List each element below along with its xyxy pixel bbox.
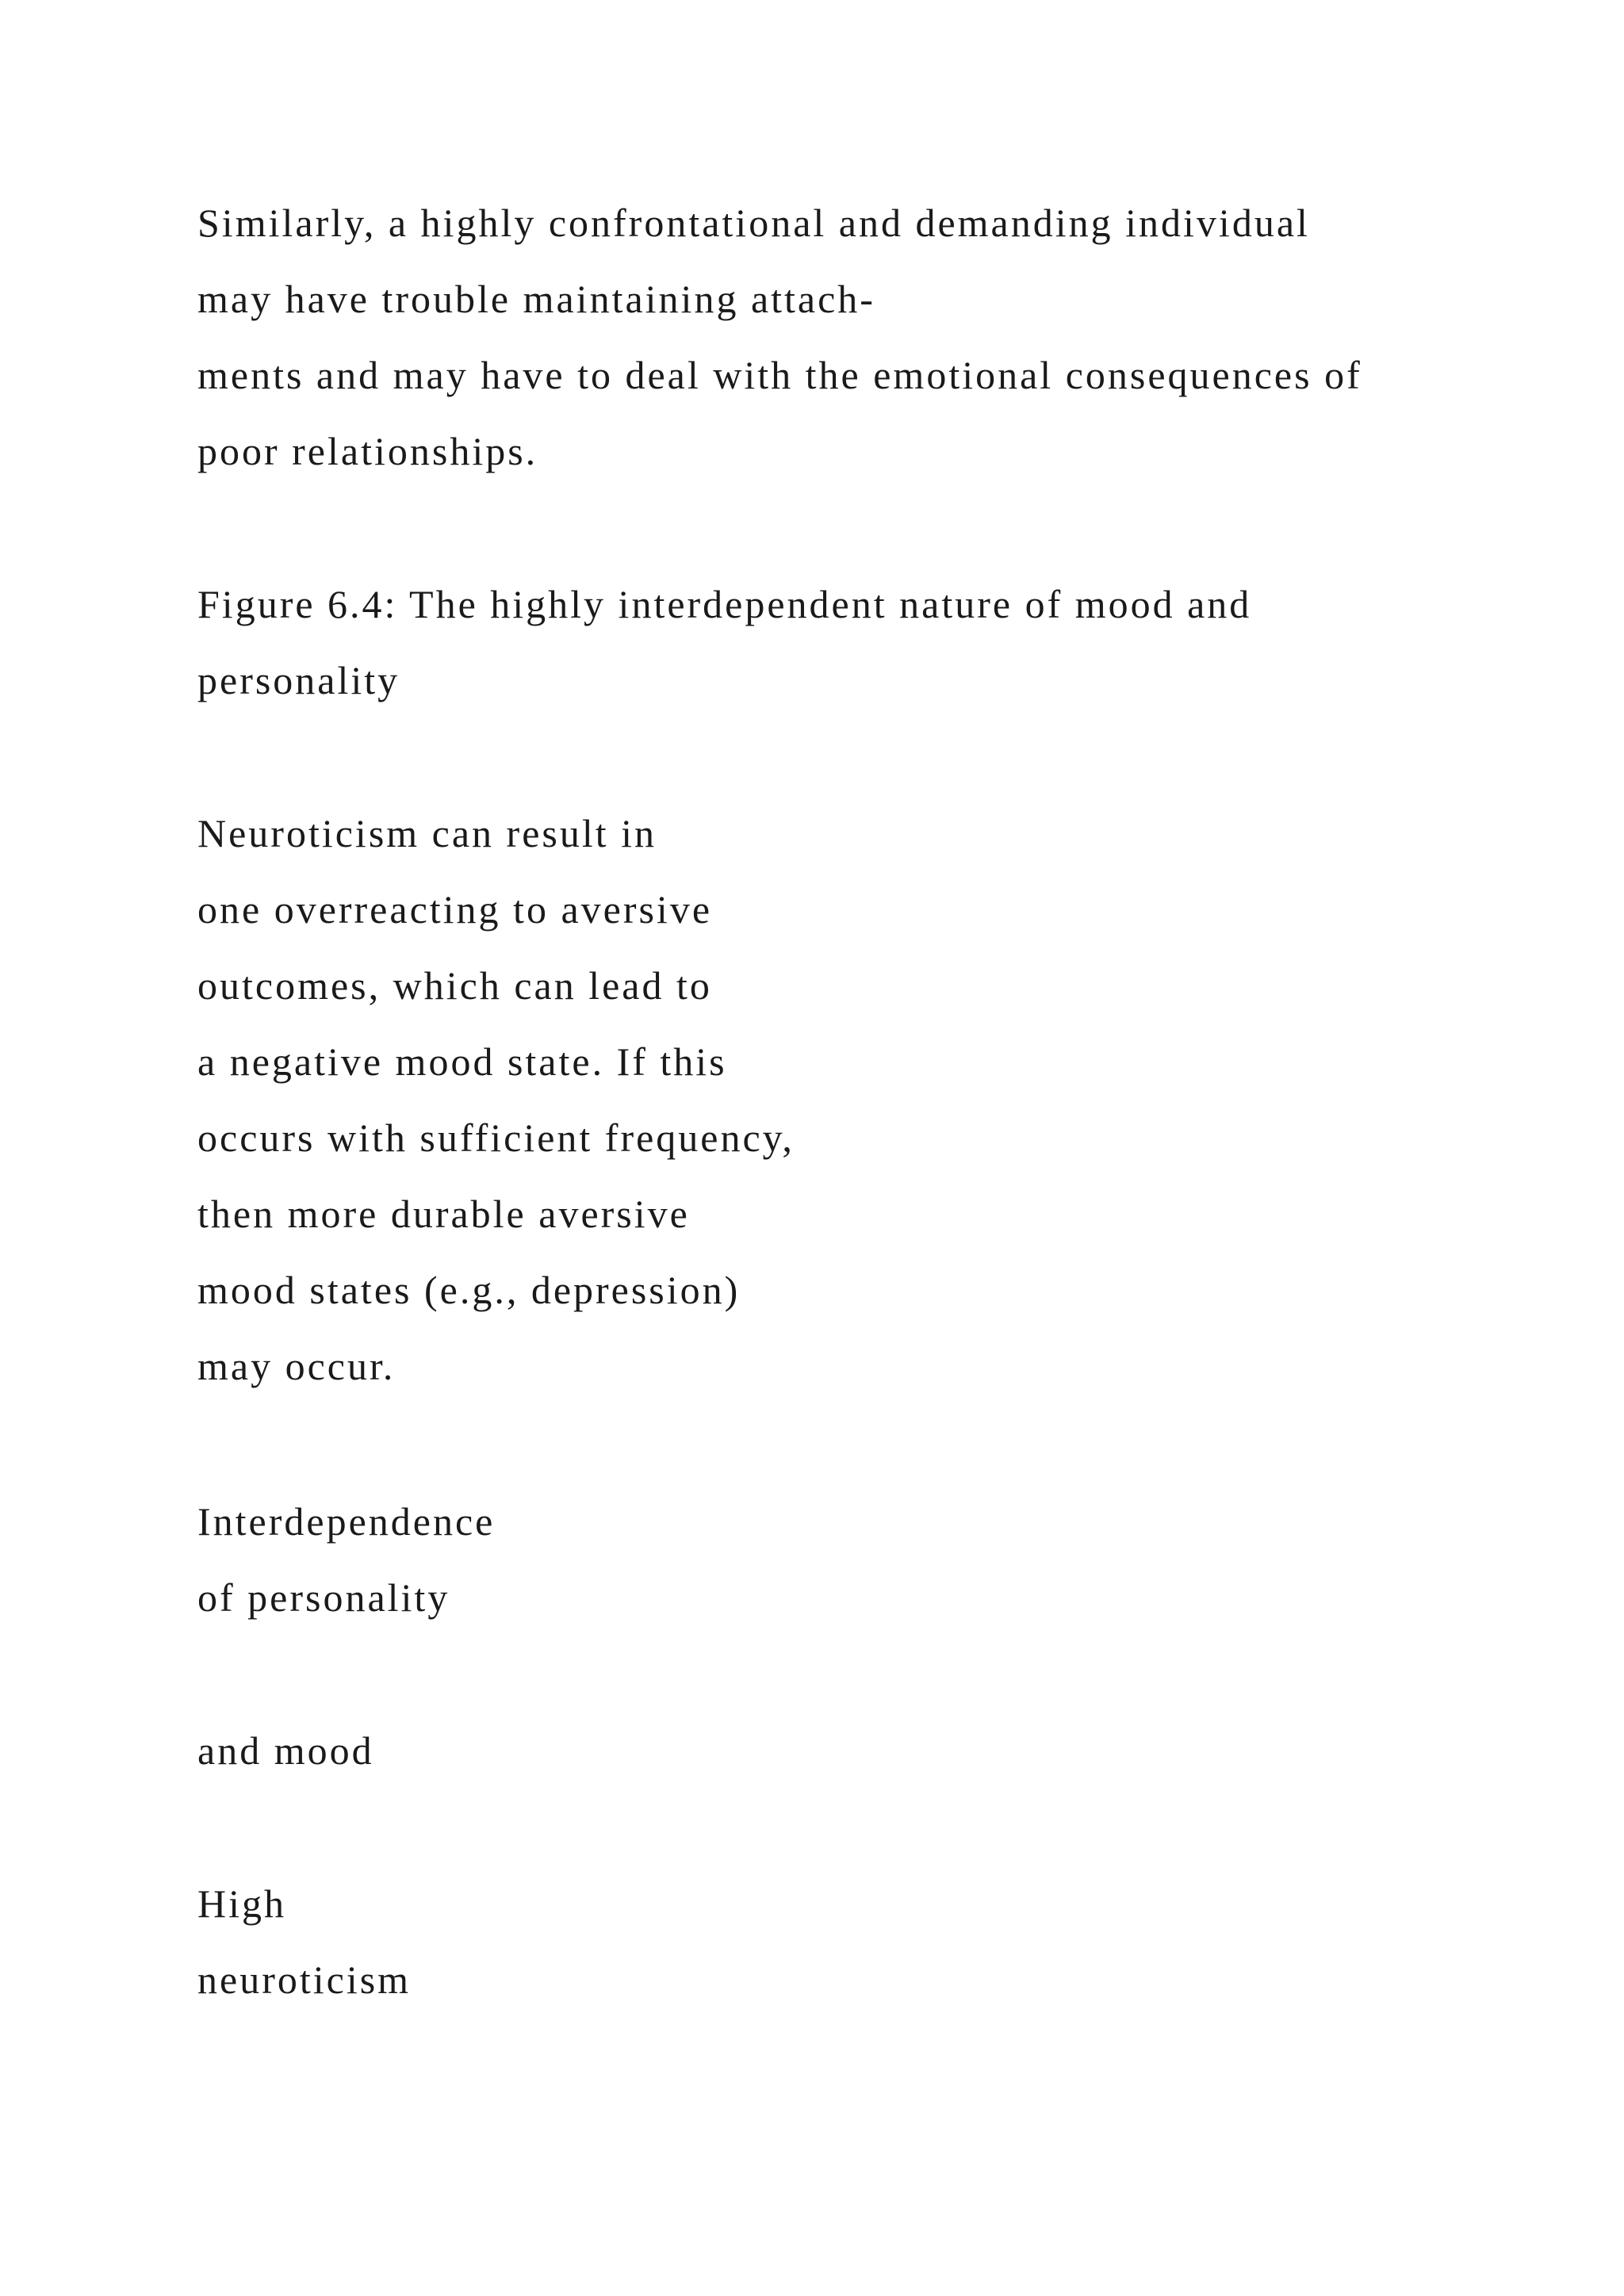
text-line: a negative mood state. If this [197,1039,727,1084]
text-line: occurs with sufficient frequency, [197,1115,795,1160]
text-line: personality [197,658,400,702]
text-line: one overreacting to aversive [197,887,713,932]
text-line: and mood [197,1728,374,1773]
center-label [197,1483,1545,1636]
text-line: ments and may have to deal with the emotional consequences of [197,353,1362,397]
text-line: poor relationships. [197,429,538,473]
text-line: neuroticism [197,1957,412,2002]
paragraph-similarly [197,185,1545,489]
high-neuroticism-label [197,1866,1545,2018]
text-line: then more durable aversive [197,1192,690,1236]
text-line: of personality [197,1575,450,1620]
figure-caption [197,566,1545,718]
neuroticism-note [197,795,1545,1404]
text-line: may have trouble maintaining attach- [197,277,875,321]
center-label-continued [197,1712,1545,1789]
text-line: Neuroticism can result in [197,811,657,855]
text-line: Similarly, a highly confrontational and demanding individual [197,201,1310,245]
text-line: mood states (e.g., depression) [197,1268,741,1312]
text-line: may occur. [197,1344,396,1388]
text-line: Interdependence [197,1499,496,1544]
text-line: Figure 6.4: The highly interdependent nature of mood and [197,582,1252,626]
text-line: outcomes, which can lead to [197,963,712,1008]
text-line: High [197,1881,286,1926]
